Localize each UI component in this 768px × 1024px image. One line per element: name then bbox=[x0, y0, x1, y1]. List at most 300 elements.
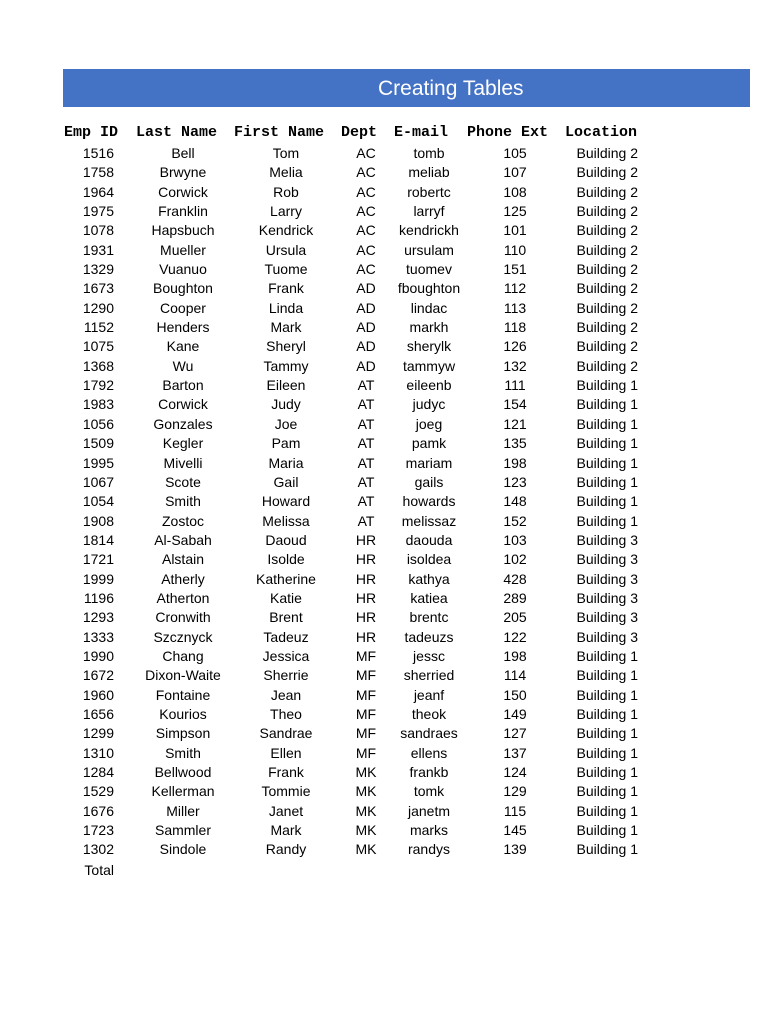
cell-emp-id: 1054 bbox=[82, 493, 114, 510]
cell-dept: AC bbox=[356, 183, 376, 200]
cell-emp-id: 1983 bbox=[82, 396, 114, 413]
cell-email: howards bbox=[402, 493, 456, 510]
header-location: Location bbox=[565, 124, 638, 141]
cell-emp-id: 1078 bbox=[82, 222, 114, 239]
table-row bbox=[0, 608, 768, 627]
cell-emp-id: 1293 bbox=[82, 609, 114, 626]
cell-emp-id: 1673 bbox=[82, 280, 114, 297]
cell-last-name: Scote bbox=[165, 473, 201, 490]
cell-last-name: Kellerman bbox=[151, 783, 215, 800]
cell-email: robertc bbox=[407, 183, 451, 200]
cell-first-name: Ursula bbox=[265, 241, 307, 258]
cell-first-name: Melissa bbox=[262, 512, 310, 529]
cell-email: sandraes bbox=[400, 725, 458, 742]
cell-dept: AC bbox=[356, 261, 376, 278]
cell-email: tadeuzs bbox=[404, 628, 454, 645]
cell-last-name: Szcznyck bbox=[153, 628, 213, 645]
cell-first-name: Randy bbox=[265, 841, 307, 858]
cell-last-name: Mueller bbox=[160, 241, 206, 258]
cell-email: sherylk bbox=[406, 338, 452, 355]
cell-emp-id: 1995 bbox=[82, 454, 114, 471]
table-row bbox=[0, 647, 768, 666]
cell-emp-id: 1284 bbox=[82, 764, 114, 780]
cell-location: Building 1 bbox=[576, 783, 638, 800]
cell-location: Building 1 bbox=[576, 705, 638, 722]
cell-dept: MF bbox=[355, 725, 377, 742]
cell-dept: HR bbox=[355, 570, 377, 587]
cell-phone-ext: 126 bbox=[503, 338, 527, 355]
cell-emp-id: 1990 bbox=[82, 647, 114, 664]
cell-dept: AT bbox=[357, 493, 375, 510]
cell-phone-ext: 127 bbox=[503, 725, 527, 742]
cell-first-name: Sherrie bbox=[263, 667, 309, 684]
cell-email: tomk bbox=[413, 783, 445, 800]
table-row bbox=[0, 318, 768, 337]
cell-email: larryf bbox=[413, 203, 445, 220]
cell-dept: MK bbox=[355, 841, 377, 858]
cell-dept: MK bbox=[355, 802, 377, 819]
cell-emp-id: 1721 bbox=[82, 551, 114, 568]
table-row bbox=[0, 763, 768, 782]
cell-location: Building 2 bbox=[576, 222, 638, 239]
cell-location: Building 2 bbox=[576, 261, 638, 278]
cell-location: Building 3 bbox=[576, 551, 638, 568]
cell-phone-ext: 151 bbox=[503, 261, 527, 278]
cell-first-name: Sheryl bbox=[266, 338, 306, 355]
table-row bbox=[0, 802, 768, 821]
cell-last-name: Alstain bbox=[161, 551, 205, 568]
cell-last-name: Bell bbox=[171, 145, 195, 161]
table-row bbox=[0, 376, 768, 395]
cell-dept: AT bbox=[357, 377, 375, 394]
cell-last-name: Atherly bbox=[161, 570, 205, 587]
cell-email: tammyw bbox=[402, 357, 456, 374]
cell-location: Building 3 bbox=[576, 531, 638, 548]
cell-dept: HR bbox=[355, 551, 377, 568]
cell-location: Building 2 bbox=[576, 299, 638, 316]
cell-first-name: Katie bbox=[270, 589, 302, 606]
cell-dept: AT bbox=[357, 435, 375, 452]
cell-dept: HR bbox=[355, 609, 377, 626]
cell-phone-ext: 112 bbox=[503, 280, 527, 297]
cell-last-name: Sindole bbox=[159, 841, 207, 858]
cell-first-name: Frank bbox=[268, 764, 304, 780]
cell-emp-id: 1792 bbox=[82, 377, 114, 394]
cell-email: gails bbox=[414, 473, 444, 490]
cell-location: Building 3 bbox=[576, 628, 638, 645]
cell-location: Building 1 bbox=[576, 764, 638, 780]
cell-emp-id: 1999 bbox=[82, 570, 114, 587]
cell-last-name: Smith bbox=[165, 744, 201, 761]
cell-emp-id: 1368 bbox=[82, 357, 114, 374]
cell-email: eileenb bbox=[406, 377, 452, 394]
cell-phone-ext: 122 bbox=[503, 628, 527, 645]
table-row bbox=[0, 531, 768, 550]
cell-dept: MF bbox=[355, 744, 377, 761]
cell-phone-ext: 110 bbox=[503, 241, 527, 258]
cell-phone-ext: 111 bbox=[504, 377, 526, 394]
cell-first-name: Isolde bbox=[267, 551, 305, 568]
cell-phone-ext: 105 bbox=[503, 145, 527, 161]
cell-phone-ext: 428 bbox=[503, 570, 527, 587]
table-row bbox=[0, 840, 768, 859]
cell-dept: HR bbox=[355, 628, 377, 645]
table-row bbox=[0, 299, 768, 318]
cell-phone-ext: 145 bbox=[503, 822, 527, 839]
cell-phone-ext: 124 bbox=[503, 764, 527, 780]
header-last-name: Last Name bbox=[136, 124, 218, 141]
cell-email: kendrickh bbox=[399, 222, 459, 239]
cell-emp-id: 1333 bbox=[82, 628, 114, 645]
header-first-name: First Name bbox=[234, 124, 325, 141]
cell-phone-ext: 107 bbox=[503, 164, 527, 181]
cell-email: tomb bbox=[413, 145, 445, 161]
table-row bbox=[0, 337, 768, 356]
cell-first-name: Howard bbox=[261, 493, 311, 510]
cell-location: Building 1 bbox=[576, 377, 638, 394]
cell-location: Building 2 bbox=[576, 319, 638, 336]
cell-dept: AD bbox=[356, 319, 376, 336]
cell-first-name: Jessica bbox=[262, 647, 310, 664]
cell-first-name: Tadeuz bbox=[263, 628, 309, 645]
cell-location: Building 2 bbox=[576, 203, 638, 220]
cell-location: Building 2 bbox=[576, 183, 638, 200]
cell-phone-ext: 135 bbox=[503, 435, 527, 452]
total-label: Total bbox=[84, 862, 114, 878]
cell-dept: AD bbox=[356, 338, 376, 355]
cell-last-name: Corwick bbox=[158, 183, 208, 200]
cell-last-name: Brwyne bbox=[159, 164, 207, 181]
cell-emp-id: 1290 bbox=[82, 299, 114, 316]
cell-emp-id: 1509 bbox=[82, 435, 114, 452]
cell-location: Building 1 bbox=[576, 647, 638, 664]
cell-last-name: Corwick bbox=[158, 396, 208, 413]
cell-first-name: Melia bbox=[269, 164, 303, 181]
cell-email: janetm bbox=[407, 802, 451, 819]
cell-location: Building 3 bbox=[576, 589, 638, 606]
cell-first-name: Janet bbox=[268, 802, 304, 819]
cell-emp-id: 1056 bbox=[82, 415, 114, 432]
cell-location: Building 1 bbox=[576, 415, 638, 432]
cell-email: tuomev bbox=[406, 261, 452, 278]
cell-dept: AC bbox=[356, 241, 376, 258]
cell-first-name: Larry bbox=[270, 203, 302, 220]
table-row bbox=[0, 241, 768, 260]
table-row bbox=[0, 821, 768, 840]
cell-phone-ext: 289 bbox=[503, 589, 527, 606]
table-row bbox=[0, 163, 768, 182]
cell-first-name: Tom bbox=[272, 145, 300, 161]
cell-last-name: Fontaine bbox=[155, 686, 211, 703]
cell-email: ursulam bbox=[404, 241, 454, 258]
cell-first-name: Mark bbox=[270, 319, 302, 336]
cell-email: katiea bbox=[410, 589, 448, 606]
cell-first-name: Tommie bbox=[261, 783, 311, 800]
table-row bbox=[0, 221, 768, 240]
cell-phone-ext: 137 bbox=[503, 744, 527, 761]
cell-last-name: Wu bbox=[172, 357, 194, 374]
table-header-row bbox=[0, 122, 768, 142]
cell-dept: AC bbox=[356, 203, 376, 220]
cell-email: melissaz bbox=[401, 512, 457, 529]
cell-email: sherried bbox=[403, 667, 455, 684]
cell-location: Building 2 bbox=[576, 241, 638, 258]
cell-location: Building 1 bbox=[576, 454, 638, 471]
cell-first-name: Kendrick bbox=[258, 222, 314, 239]
cell-emp-id: 1723 bbox=[82, 822, 114, 839]
cell-location: Building 2 bbox=[576, 338, 638, 355]
cell-phone-ext: 149 bbox=[503, 705, 527, 722]
table-row bbox=[0, 570, 768, 589]
cell-last-name: Chang bbox=[162, 647, 204, 664]
cell-email: frankb bbox=[409, 764, 449, 780]
cell-dept: AD bbox=[356, 280, 376, 297]
cell-phone-ext: 148 bbox=[503, 493, 527, 510]
cell-last-name: Franklin bbox=[158, 203, 208, 220]
cell-location: Building 2 bbox=[576, 145, 638, 161]
cell-last-name: Vuanuo bbox=[159, 261, 207, 278]
table-row bbox=[0, 415, 768, 434]
cell-last-name: Smith bbox=[165, 493, 201, 510]
cell-email: meliab bbox=[408, 164, 450, 181]
cell-email: mariam bbox=[405, 454, 453, 471]
cell-phone-ext: 114 bbox=[503, 667, 527, 684]
table-row bbox=[0, 473, 768, 492]
cell-phone-ext: 115 bbox=[503, 802, 527, 819]
cell-emp-id: 1931 bbox=[82, 241, 114, 258]
title-banner bbox=[63, 69, 750, 107]
table-row bbox=[0, 183, 768, 202]
cell-location: Building 2 bbox=[576, 164, 638, 181]
cell-last-name: Hapsbuch bbox=[151, 222, 215, 239]
cell-emp-id: 1529 bbox=[82, 783, 114, 800]
table-row bbox=[0, 589, 768, 608]
table-row bbox=[0, 279, 768, 298]
cell-last-name: Kane bbox=[166, 338, 200, 355]
cell-email: jessc bbox=[413, 647, 445, 664]
cell-dept: AD bbox=[356, 299, 376, 316]
cell-first-name: Gail bbox=[273, 473, 299, 490]
cell-email: ellens bbox=[410, 744, 448, 761]
cell-phone-ext: 150 bbox=[503, 686, 527, 703]
table-row bbox=[0, 144, 768, 163]
cell-last-name: Gonzales bbox=[153, 415, 213, 432]
cell-location: Building 1 bbox=[576, 686, 638, 703]
cell-first-name: Rob bbox=[273, 183, 299, 200]
table-row bbox=[0, 202, 768, 221]
table-row bbox=[0, 550, 768, 569]
cell-location: Building 1 bbox=[576, 822, 638, 839]
cell-last-name: Kourios bbox=[159, 705, 207, 722]
cell-phone-ext: 152 bbox=[503, 512, 527, 529]
table-row bbox=[0, 666, 768, 685]
cell-phone-ext: 129 bbox=[503, 783, 527, 800]
cell-last-name: Henders bbox=[156, 319, 210, 336]
cell-email: marks bbox=[409, 822, 449, 839]
cell-phone-ext: 198 bbox=[503, 454, 527, 471]
cell-last-name: Al-Sabah bbox=[154, 531, 212, 548]
cell-emp-id: 1329 bbox=[82, 261, 114, 278]
cell-emp-id: 1196 bbox=[83, 589, 114, 606]
cell-phone-ext: 108 bbox=[503, 183, 527, 200]
cell-last-name: Mivelli bbox=[163, 454, 203, 471]
cell-email: brentc bbox=[409, 609, 449, 626]
cell-dept: AT bbox=[357, 415, 375, 432]
cell-location: Building 1 bbox=[576, 435, 638, 452]
cell-first-name: Brent bbox=[269, 609, 303, 626]
cell-dept: HR bbox=[355, 531, 377, 548]
cell-email: isoldea bbox=[406, 551, 452, 568]
table-row bbox=[0, 782, 768, 801]
cell-last-name: Cooper bbox=[160, 299, 206, 316]
header-email: E-mail bbox=[394, 124, 449, 141]
cell-emp-id: 1814 bbox=[82, 531, 114, 548]
cell-emp-id: 1299 bbox=[82, 725, 114, 742]
cell-last-name: Simpson bbox=[155, 725, 211, 742]
cell-location: Building 1 bbox=[576, 396, 638, 413]
cell-first-name: Sandrae bbox=[259, 725, 313, 742]
cell-last-name: Bellwood bbox=[154, 764, 212, 780]
cell-last-name: Sammler bbox=[154, 822, 211, 839]
cell-first-name: Daoud bbox=[265, 531, 307, 548]
cell-location: Building 1 bbox=[576, 841, 638, 858]
cell-email: joeg bbox=[415, 415, 443, 432]
cell-email: judyc bbox=[412, 396, 446, 413]
cell-first-name: Judy bbox=[271, 396, 301, 413]
cell-phone-ext: 102 bbox=[503, 551, 527, 568]
cell-phone-ext: 205 bbox=[503, 609, 527, 626]
table-row bbox=[0, 724, 768, 743]
cell-first-name: Jean bbox=[270, 686, 302, 703]
cell-dept: MF bbox=[355, 686, 377, 703]
cell-location: Building 1 bbox=[576, 725, 638, 742]
cell-emp-id: 1516 bbox=[82, 145, 114, 161]
cell-emp-id: 1975 bbox=[82, 203, 114, 220]
cell-email: daouda bbox=[405, 531, 453, 548]
cell-first-name: Eileen bbox=[266, 377, 306, 394]
cell-dept: AD bbox=[356, 357, 376, 374]
cell-first-name: Mark bbox=[270, 822, 302, 839]
header-dept: Dept bbox=[341, 124, 378, 141]
cell-phone-ext: 113 bbox=[503, 299, 527, 316]
cell-email: jeanf bbox=[413, 686, 445, 703]
cell-dept: MK bbox=[355, 764, 377, 780]
cell-last-name: Zostoc bbox=[161, 512, 204, 529]
cell-phone-ext: 154 bbox=[503, 396, 527, 413]
cell-first-name: Tuome bbox=[264, 261, 308, 278]
cell-first-name: Pam bbox=[271, 435, 301, 452]
cell-emp-id: 1758 bbox=[82, 164, 114, 181]
cell-email: fboughton bbox=[397, 280, 461, 297]
cell-emp-id: 1067 bbox=[82, 473, 114, 490]
cell-first-name: Maria bbox=[268, 454, 304, 471]
cell-emp-id: 1964 bbox=[82, 183, 114, 200]
table-row bbox=[0, 705, 768, 724]
cell-last-name: Atherton bbox=[156, 589, 210, 606]
cell-email: markh bbox=[409, 319, 449, 336]
cell-last-name: Kegler bbox=[162, 435, 204, 452]
table-row bbox=[0, 744, 768, 763]
cell-dept: AC bbox=[356, 145, 376, 161]
cell-emp-id: 1075 bbox=[82, 338, 114, 355]
cell-dept: AT bbox=[357, 396, 375, 413]
cell-phone-ext: 103 bbox=[503, 531, 527, 548]
cell-emp-id: 1310 bbox=[82, 744, 114, 761]
cell-phone-ext: 198 bbox=[503, 647, 527, 664]
cell-dept: MF bbox=[355, 705, 377, 722]
cell-dept: AT bbox=[357, 473, 375, 490]
cell-emp-id: 1676 bbox=[82, 802, 114, 819]
cell-dept: MK bbox=[355, 822, 377, 839]
cell-location: Building 1 bbox=[576, 512, 638, 529]
cell-location: Building 2 bbox=[576, 357, 638, 374]
cell-last-name: Barton bbox=[162, 377, 204, 394]
table-row bbox=[0, 395, 768, 414]
cell-location: Building 3 bbox=[576, 570, 638, 587]
cell-last-name: Cronwith bbox=[155, 609, 211, 626]
cell-phone-ext: 121 bbox=[503, 415, 527, 432]
cell-first-name: Theo bbox=[270, 705, 302, 722]
cell-last-name: Dixon-Waite bbox=[145, 667, 221, 684]
cell-location: Building 1 bbox=[576, 744, 638, 761]
cell-dept: AC bbox=[356, 164, 376, 181]
cell-email: pamk bbox=[411, 435, 447, 452]
table-row bbox=[0, 512, 768, 531]
header-phone-ext: Phone Ext bbox=[467, 124, 549, 141]
cell-first-name: Frank bbox=[268, 280, 304, 297]
cell-phone-ext: 139 bbox=[503, 841, 527, 858]
cell-email: kathya bbox=[408, 570, 450, 587]
cell-dept: AC bbox=[356, 222, 376, 239]
cell-first-name: Tammy bbox=[263, 357, 309, 374]
cell-location: Building 1 bbox=[576, 473, 638, 490]
cell-phone-ext: 123 bbox=[503, 473, 527, 490]
cell-email: lindac bbox=[410, 299, 448, 316]
table-row bbox=[0, 260, 768, 279]
cell-dept: MF bbox=[355, 647, 377, 664]
cell-emp-id: 1152 bbox=[83, 319, 114, 336]
cell-location: Building 3 bbox=[576, 609, 638, 626]
cell-emp-id: 1672 bbox=[82, 667, 114, 684]
cell-location: Building 1 bbox=[576, 667, 638, 684]
table-row bbox=[0, 454, 768, 473]
cell-dept: MF bbox=[355, 667, 377, 684]
cell-location: Building 1 bbox=[576, 493, 638, 510]
cell-phone-ext: 101 bbox=[503, 222, 527, 239]
cell-first-name: Linda bbox=[268, 299, 304, 316]
table-row bbox=[0, 686, 768, 705]
cell-last-name: Miller bbox=[166, 802, 200, 819]
cell-phone-ext: 125 bbox=[503, 203, 527, 220]
table-body bbox=[0, 144, 768, 860]
table-row bbox=[0, 492, 768, 511]
cell-dept: HR bbox=[355, 589, 377, 606]
cell-emp-id: 1302 bbox=[82, 841, 114, 858]
table-row bbox=[0, 434, 768, 453]
cell-phone-ext: 118 bbox=[503, 319, 527, 336]
cell-last-name: Boughton bbox=[153, 280, 213, 297]
cell-email: randys bbox=[407, 841, 451, 858]
cell-first-name: Ellen bbox=[270, 744, 302, 761]
cell-dept: AT bbox=[357, 512, 375, 529]
cell-emp-id: 1656 bbox=[82, 705, 114, 722]
cell-dept: MK bbox=[355, 783, 377, 800]
table-row bbox=[0, 628, 768, 647]
page-title: Creating Tables bbox=[378, 77, 524, 100]
cell-phone-ext: 132 bbox=[503, 357, 527, 374]
cell-location: Building 1 bbox=[576, 802, 638, 819]
cell-emp-id: 1908 bbox=[82, 512, 114, 529]
